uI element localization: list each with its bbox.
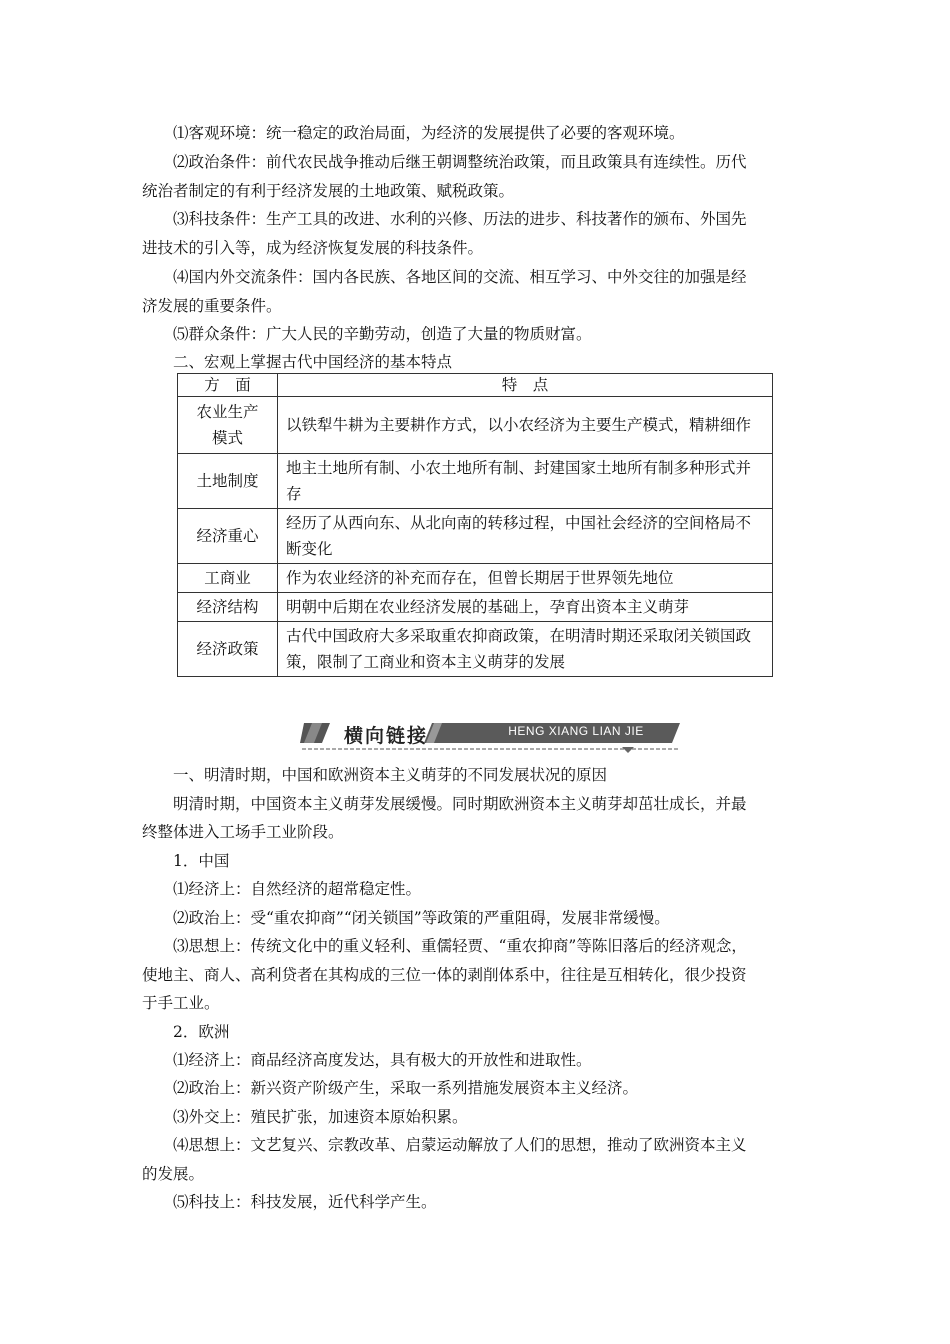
china-economic: ⑴经济上：自然经济的超常稳定性。 <box>173 880 422 898</box>
banner-title: 横向链接 <box>344 725 429 747</box>
table-row <box>178 454 773 509</box>
header-aspect: 方 面 <box>178 374 278 397</box>
condition-tech-line1: ⑶科技条件：生产工具的改进、水利的兴修、历法的进步、科技著作的颁布、外国先 <box>173 210 747 228</box>
row-aspect: 经济结构 <box>178 593 278 622</box>
condition-political-line2: 统治者制定的有利于经济发展的土地政策、赋税政策。 <box>142 182 515 200</box>
table-row <box>178 593 773 622</box>
china-ideology-line1: ⑶思想上：传统文化中的重义轻利、重儒轻贾、“重农抑商”等陈旧落后的经济观念， <box>173 937 747 955</box>
row-feature: 经历了从西向东、从北向南的转移过程，中国社会经济的空间格局不断变化 <box>278 509 773 564</box>
table-row <box>178 564 773 593</box>
economic-features-table <box>177 373 773 677</box>
row-aspect: 农业生产模式 <box>178 397 278 454</box>
row-aspect: 经济重心 <box>178 509 278 564</box>
condition-tech-line2: 进技术的引入等，成为经济恢复发展的科技条件。 <box>142 239 484 257</box>
section-banner <box>300 717 682 757</box>
europe-ideology-line2: 的发展。 <box>142 1165 205 1183</box>
europe-political: ⑵政治上：新兴资产阶级产生，采取一系列措施发展资本主义经济。 <box>173 1079 639 1097</box>
banner-subtitle: HENG XIANG LIAN JIE <box>508 724 644 738</box>
condition-political-line1: ⑵政治条件：前代农民战争推动后继王朝调整统治政策，而且政策具有连续性。历代 <box>173 153 747 171</box>
table-header-row <box>178 374 773 397</box>
row-feature: 明朝中后期在农业经济发展的基础上，孕育出资本主义萌芽 <box>278 593 773 622</box>
table-row <box>178 509 773 564</box>
condition-exchange-line2: 济发展的重要条件。 <box>142 297 282 315</box>
europe-diplomatic: ⑶外交上：殖民扩张，加速资本原始积累。 <box>173 1108 468 1126</box>
row-aspect: 土地制度 <box>178 454 278 509</box>
condition-objective: ⑴客观环境：统一稳定的政治局面，为经济的发展提供了必要的客观环境。 <box>173 124 685 142</box>
china-heading: 1．中国 <box>173 852 230 870</box>
europe-technology: ⑸科技上：科技发展，近代科学产生。 <box>173 1193 437 1211</box>
row-feature: 地主土地所有制、小农土地所有制、封建国家土地所有制多种形式并存 <box>278 454 773 509</box>
table-row <box>178 622 773 677</box>
europe-economic: ⑴经济上：商品经济高度发达，具有极大的开放性和进取性。 <box>173 1051 592 1069</box>
row-feature: 古代中国政府大多采取重农抑商政策，在明清时期还采取闭关锁国政策，限制了工商业和资本主义萌芽的发展 <box>278 622 773 677</box>
condition-exchange-line1: ⑷国内外交流条件：国内各民族、各地区间的交流、相互学习、中外交往的加强是经 <box>173 268 747 286</box>
china-ideology-line3: 于手工业。 <box>142 994 220 1012</box>
section-title-features: 二、宏观上掌握古代中国经济的基本特点 <box>173 353 453 371</box>
section-title-comparison: 一、明清时期，中国和欧洲资本主义萌芽的不同发展状况的原因 <box>173 766 608 784</box>
intro-line2: 终整体进入工场手工业阶段。 <box>142 823 344 841</box>
intro-line1: 明清时期，中国资本主义萌芽发展缓慢。同时期欧洲资本主义萌芽却茁壮成长，并最 <box>173 795 747 813</box>
china-ideology-line2: 使地主、商人、高利贷者在其构成的三位一体的剥削体系中，往往是互相转化，很少投资 <box>142 966 747 984</box>
row-aspect: 工商业 <box>178 564 278 593</box>
header-feature: 特 点 <box>278 374 773 397</box>
row-feature: 作为农业经济的补充而存在，但曾长期居于世界领先地位 <box>278 564 773 593</box>
europe-ideology-line1: ⑷思想上：文艺复兴、宗教改革、启蒙运动解放了人们的思想，推动了欧洲资本主义 <box>173 1136 747 1154</box>
row-aspect: 经济政策 <box>178 622 278 677</box>
row-feature: 以铁犁牛耕为主要耕作方式，以小农经济为主要生产模式，精耕细作 <box>278 397 773 454</box>
china-political: ⑵政治上：受“重农抑商”“闭关锁国”等政策的严重阻碍，发展非常缓慢。 <box>173 909 670 927</box>
condition-people: ⑸群众条件：广大人民的辛勤劳动，创造了大量的物质财富。 <box>173 325 592 343</box>
table-row <box>178 397 773 454</box>
europe-heading: 2．欧洲 <box>173 1023 230 1041</box>
